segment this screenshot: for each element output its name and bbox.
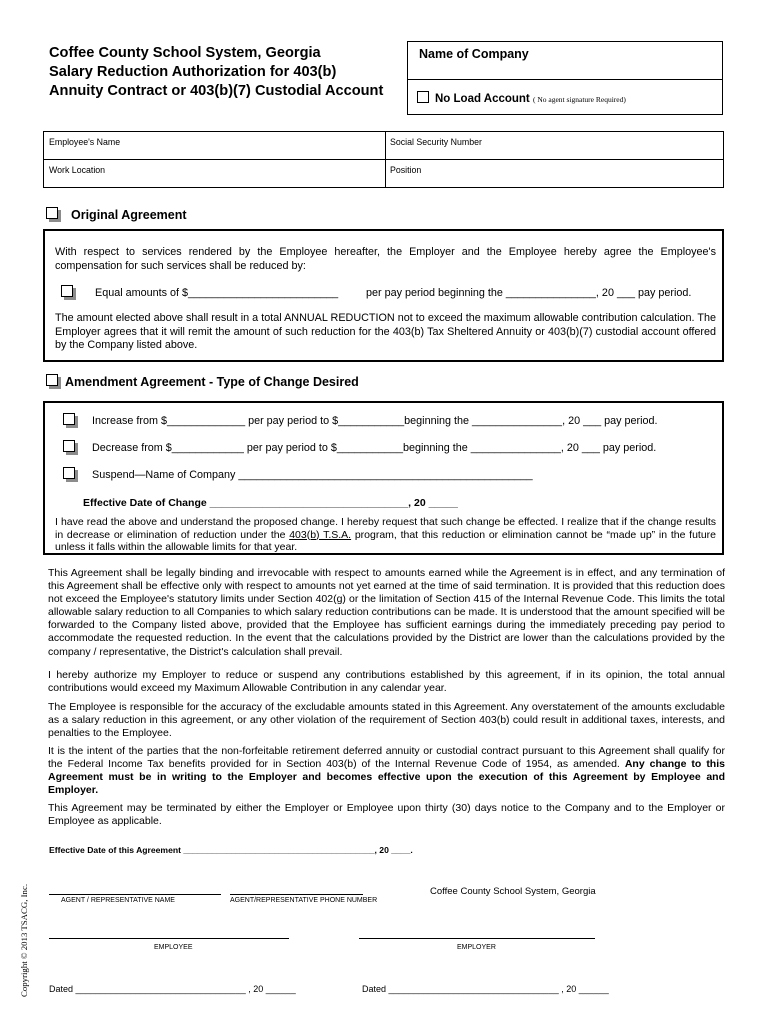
original-agreement-heading: Original Agreement bbox=[71, 208, 187, 222]
employee-dated-field[interactable]: Dated __________________________________ , 20 ______ bbox=[49, 984, 296, 994]
employer-signature-label: EMPLOYER bbox=[457, 944, 496, 951]
employer-signature-line[interactable] bbox=[359, 938, 595, 939]
decrease-field[interactable]: Decrease from $____________ per pay period to $___________beginning the _______________, 20 ___ pay period. bbox=[92, 442, 657, 454]
ack-text-before: I have read the above and understand the proposed change. I hereby request that such change be effected. I realize that if the change results in decrease or elimination of reduction under the bbox=[55, 516, 716, 541]
ack-text-after: program, that this reduction or elimination cannot be “made up” in the future unless it falls within the allowable limits for that year. bbox=[55, 528, 716, 554]
employee-info-box bbox=[43, 131, 724, 188]
intent-bold-text: Any change to this Agreement must be in writing to the Employer and becomes effective upon the execution of this Agreement by Employee and Employer. bbox=[48, 758, 725, 797]
authorization-paragraph: I hereby authorize my Employer to reduce or suspend any contributions established by this agreement, if in its opinion, the total annual contributions would exceed my Maximum Allowable Contribution in any calendar year. bbox=[48, 669, 725, 695]
no-load-checkbox[interactable] bbox=[417, 91, 429, 103]
original-agreement-box bbox=[43, 229, 724, 362]
amendment-agreement-box bbox=[43, 401, 724, 555]
agent-name-line[interactable] bbox=[49, 894, 221, 895]
binding-agreement-paragraph: This Agreement shall be legally binding and irrevocable with respect to amounts earned while the Agreement is in effect, and any termination of this Agreement shall be effective only with respect to amounts not yet earned at the time of said termination. It is provided that this reduction does not exceed the Employee's statutory limits under Section 402(g) or the limitation of Section 415 of the Internal Revenue Code. This limits the total allowable salary reduction to all Companies to which salary reduction contributions can be made. It is understood that the amount specified will be forwarded to the Company listed above, provided that the Employee has sufficient earnings during the immediately preceding pay period to accommodate the requested reduction. In the event that the calculations provided by the District are lower than the calculations provided by the company / representative, the District's calculation shall prevail. bbox=[48, 567, 725, 658]
intent-paragraph bbox=[48, 745, 725, 797]
increase-checkbox[interactable] bbox=[63, 413, 79, 429]
company-box-divider bbox=[408, 79, 722, 80]
intent-text: It is the intent of the parties that the non-forfeitable retirement deferred annuity or custodial contract pursuant to this Agreement shall qualify for the Federal Income Tax benefits provided for in Section 403(b) of the Internal Revenue Code of 1954, as amended. bbox=[48, 745, 725, 771]
title-line-1: Coffee County School System, Georgia bbox=[49, 45, 321, 61]
title-line-3: Annuity Contract or 403(b)(7) Custodial Account bbox=[49, 83, 384, 99]
acknowledgement-text bbox=[55, 516, 716, 554]
effective-date-agreement-field[interactable]: Effective Date of this Agreement ________________________________________, 20 ____. bbox=[49, 845, 413, 855]
decrease-checkbox[interactable] bbox=[63, 440, 79, 456]
employee-box-hline bbox=[44, 159, 723, 160]
original-agreement-checkbox[interactable] bbox=[46, 207, 62, 223]
employer-name: Coffee County School System, Georgia bbox=[430, 886, 596, 897]
suspend-checkbox[interactable] bbox=[63, 467, 79, 483]
employer-dated-field[interactable]: Dated __________________________________ , 20 ______ bbox=[362, 984, 609, 994]
effective-date-change-field[interactable]: Effective Date of Change __________________________________, 20 _____ bbox=[83, 497, 458, 509]
equal-amounts-checkbox[interactable] bbox=[61, 285, 77, 301]
form-title bbox=[49, 44, 383, 101]
no-load-option bbox=[417, 91, 626, 105]
ssn-field[interactable]: Social Security Number bbox=[390, 137, 482, 147]
copyright-notice: Copyright © 2013 TSACG, Inc. bbox=[19, 883, 29, 997]
agent-name-label: AGENT / REPRESENTATIVE NAME bbox=[61, 897, 175, 904]
company-box bbox=[407, 41, 723, 115]
title-line-2: Salary Reduction Authorization for 403(b) bbox=[49, 64, 337, 80]
annual-reduction-text: The amount elected above shall result in a total ANNUAL REDUCTION not to exceed the maximum allowable contribution calculation. The Employer agrees that it will remit the amount of such reduction for the 403(b) Tax Sheltered Annuity or 403(b)(7) custodial account offered by the Company listed above. bbox=[55, 312, 716, 352]
original-intro-text: With respect to services rendered by the Employee hereafter, the Employer and the Employee hereby agree the Employee's compensation for such services shall be reduced by: bbox=[55, 246, 716, 272]
employee-name-field[interactable]: Employee's Name bbox=[49, 137, 121, 147]
agent-phone-line[interactable] bbox=[230, 894, 363, 895]
position-field[interactable]: Position bbox=[390, 165, 422, 175]
employee-signature-label: EMPLOYEE bbox=[154, 944, 193, 951]
employee-box-vline bbox=[385, 132, 386, 187]
responsibility-paragraph: The Employee is responsible for the accuracy of the excludable amounts stated in this Agreement. Any overstatement of the amounts excludable as a salary reduction in this agreement, or any other violation of the requirement of Section 403(b) could result in additional taxes, interests, and penalties to the Employee. bbox=[48, 701, 725, 740]
company-name-field[interactable]: Name of Company bbox=[419, 47, 529, 61]
no-load-note: ( No agent signature Required) bbox=[532, 95, 626, 104]
tsa-program-link: 403(b) T.S.A. bbox=[289, 528, 352, 541]
increase-field[interactable]: Increase from $_____________ per pay period to $___________beginning the _______________, 20 ___ pay period. bbox=[92, 415, 658, 427]
agent-phone-label: AGENT/REPRESENTATIVE PHONE NUMBER bbox=[230, 897, 378, 904]
work-location-field[interactable]: Work Location bbox=[49, 165, 106, 175]
no-load-label: No Load Account bbox=[435, 93, 530, 105]
per-pay-period-field[interactable]: per pay period beginning the _______________, 20 ___ pay period. bbox=[366, 287, 692, 299]
equal-amounts-field[interactable]: Equal amounts of $_________________________ bbox=[95, 287, 339, 299]
amendment-agreement-heading: Amendment Agreement - Type of Change Desired bbox=[65, 375, 359, 389]
employee-signature-line[interactable] bbox=[49, 938, 289, 939]
amendment-agreement-checkbox[interactable] bbox=[46, 374, 62, 390]
suspend-company-field[interactable]: Suspend—Name of Company _________________________________________________ bbox=[92, 469, 533, 481]
termination-paragraph: This Agreement may be terminated by either the Employer or Employee upon thirty (30) days notice to the Company and to the Employer or Employee as applicable. bbox=[48, 802, 725, 828]
